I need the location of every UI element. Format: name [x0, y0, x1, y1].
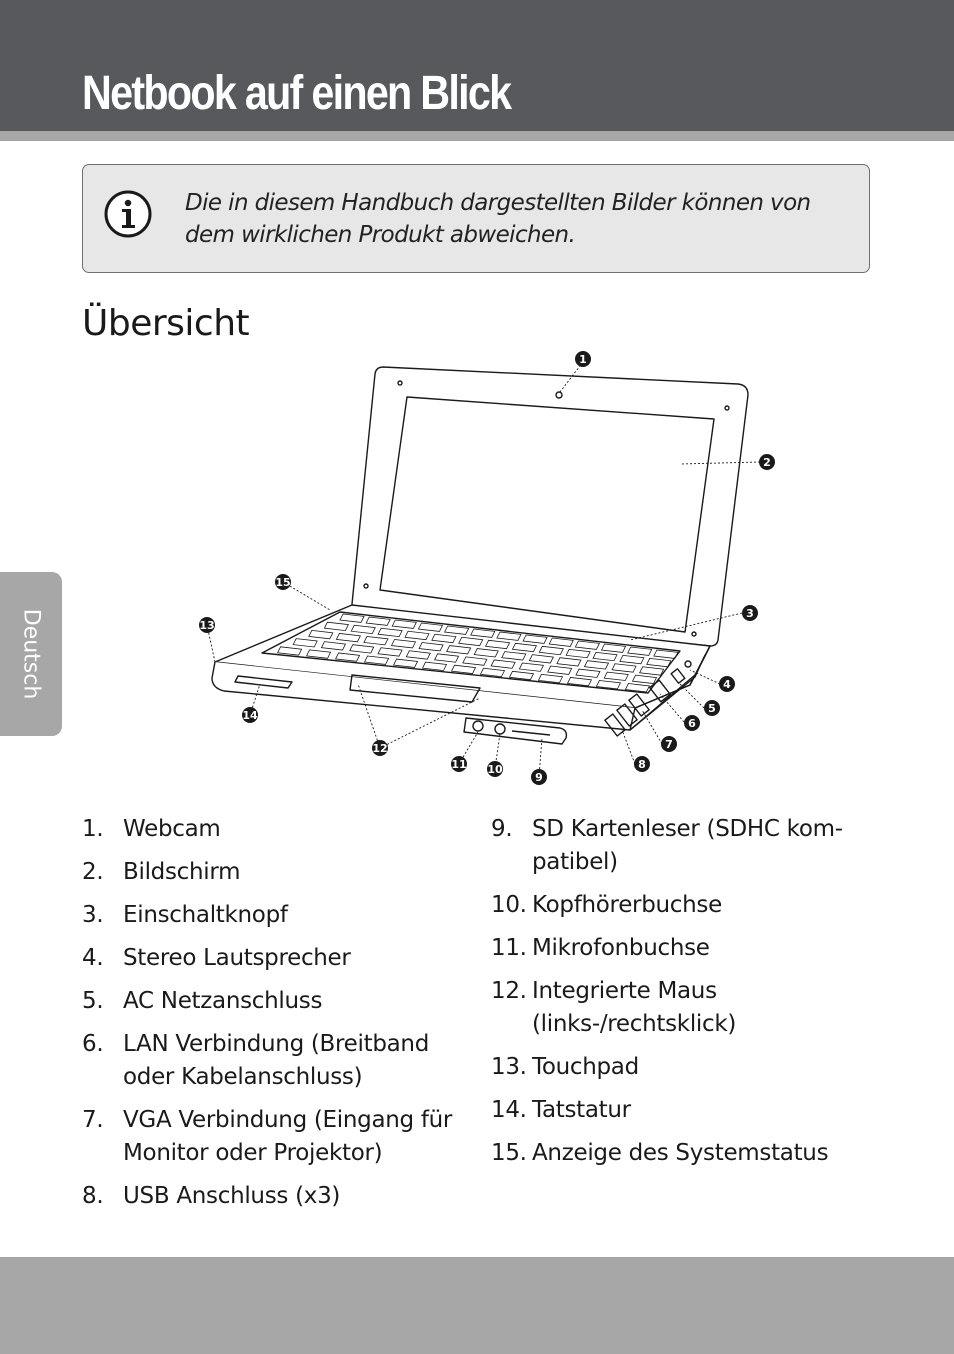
list-item: 6. LAN Verbindung (Breitband oder Kabelanschluss)	[82, 1031, 430, 1090]
language-tab	[0, 572, 62, 736]
header-stripe	[0, 131, 954, 141]
laptop-illustration	[212, 367, 748, 744]
callout-number: 13	[199, 619, 215, 632]
list-item: 13. Touchpad	[491, 1054, 639, 1080]
callout-number: 15	[275, 576, 291, 589]
parts-list-right	[491, 813, 861, 1170]
netbook-diagram	[190, 340, 790, 800]
list-item: 2. Bildschirm	[82, 859, 241, 885]
list-item: 5. AC Netzanschluss	[82, 988, 323, 1014]
list-item: 7. VGA Verbindung (Eingang für Monitor oder Projektor)	[82, 1107, 453, 1166]
info-icon	[103, 189, 153, 239]
list-item: 9. SD Kartenleser (SDHC kom-patibel)	[491, 816, 843, 875]
list-item: 15. Anzeige des Systemstatus	[491, 1140, 829, 1166]
callout-number: 14	[242, 709, 258, 722]
parts-list-left	[82, 813, 462, 1213]
list-item: 4. Stereo Lautsprecher	[82, 945, 351, 971]
note-box	[82, 164, 870, 273]
callout-number: 12	[372, 742, 388, 755]
list-item: 3. Einschaltknopf	[82, 902, 288, 928]
list-item: 10. Kopfhörerbuchse	[491, 892, 722, 918]
list-item: 1. Webcam	[82, 816, 221, 842]
list-item: 12. Integrierte Maus (links-/rechtsklick)	[491, 978, 737, 1037]
list-item: 11. Mikrofonbuchse	[491, 935, 710, 961]
callout-number: 8	[638, 758, 646, 771]
callout-number: 10	[487, 763, 503, 776]
list-item: 8. USB Anschluss (x3)	[82, 1183, 341, 1209]
callout-number: 7	[665, 738, 673, 751]
callout-number: 9	[535, 771, 543, 784]
note-text: Die in diesem Handbuch dargestellten Bilder können von dem wirklichen Produkt abweichen.	[185, 190, 811, 248]
callout-number: 11	[451, 758, 467, 771]
footer-band	[0, 1257, 954, 1354]
callout-number: 4	[723, 678, 731, 691]
section-heading: Übersicht	[82, 303, 250, 344]
callout-number: 2	[763, 456, 771, 469]
language-tab-label: Deutsch	[18, 608, 44, 700]
callout-number: 5	[708, 702, 716, 715]
callout-number: 6	[688, 717, 696, 730]
page-title: Netbook auf einen Blick	[82, 67, 511, 120]
callout-number: 3	[746, 607, 754, 620]
list-item: 14. Tatstatur	[491, 1097, 631, 1123]
callout-number: 1	[579, 353, 587, 366]
